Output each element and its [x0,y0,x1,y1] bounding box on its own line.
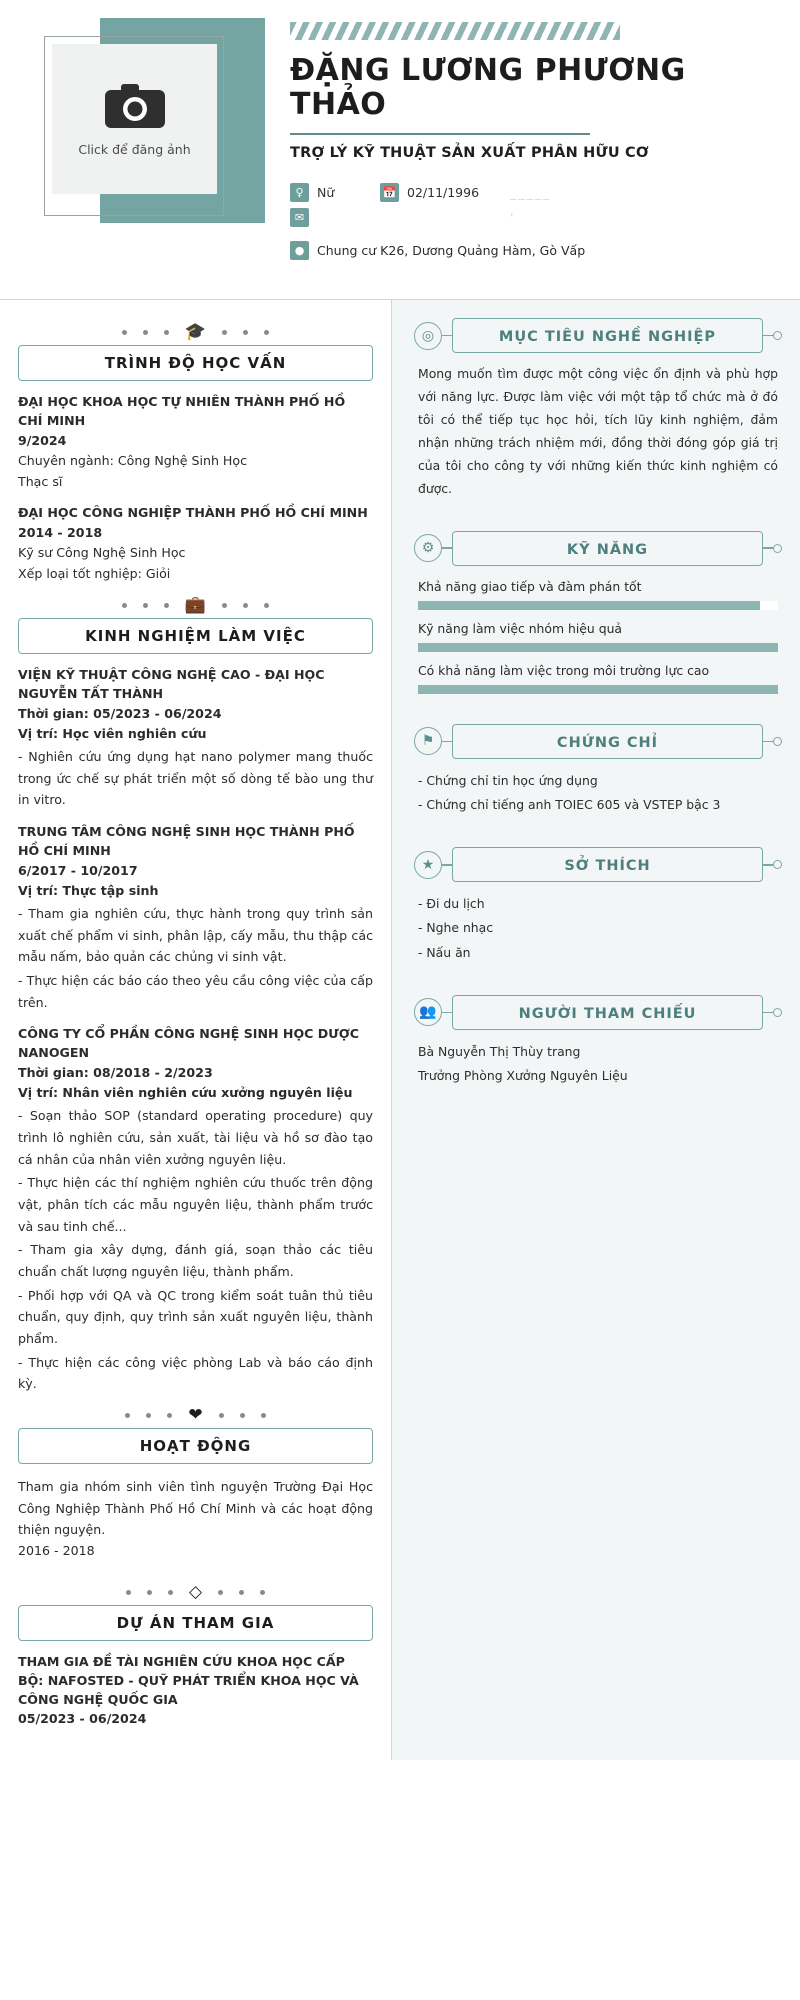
experience-entry [18,823,373,1013]
experience-position: Vị trí: Nhân viên nghiên cứu xưởng nguyên liệu [18,1085,353,1101]
star-icon: ★ [414,851,442,879]
pulse-icon: ❤ [188,1404,203,1425]
experience-entry [18,666,373,811]
education-org: ĐẠI HỌC CÔNG NGHIỆP THÀNH PHỐ HỒ CHÍ MINH [18,505,368,521]
education-icon-row [18,324,373,341]
dot [243,603,248,608]
contact-extra: ' [510,210,516,226]
project-date: 05/2023 - 06/2024 [18,1711,147,1727]
dot [167,1413,172,1418]
section-title: HOẠT ĐỘNG [139,1436,252,1455]
dot [164,603,169,608]
skill-bar [418,601,778,610]
gear-icon: ⚙ [414,534,442,562]
education-line: Chuyên ngành: Công Nghệ Sinh Học [18,452,248,468]
dot [219,1413,224,1418]
connector [442,1012,452,1014]
skill-bar-remainder [760,601,778,610]
experience-org: VIỆN KỸ THUẬT CÔNG NGHỆ CAO - ĐẠI HỌC NGUYỄN TẤT THÀNH [18,667,325,701]
skill-item [414,576,782,610]
calendar-icon: 📅 [380,183,399,202]
contact-email [290,208,380,227]
end-dot [773,1008,782,1017]
connector [763,547,773,549]
skill-label: Có khả năng làm việc trong môi trường lực cao [418,662,710,678]
contact-address-value: Chung cư K26, Dương Quảng Hàm, Gò Vấp [317,243,586,259]
briefcase-icon: 💼 [184,595,207,616]
decorative-stripes [290,22,620,40]
end-dot [773,737,782,746]
certificate-item: - Chứng chỉ tiếng anh TOIEC 605 và VSTEP bậc 3 [418,797,721,813]
dot [264,330,269,335]
connector [442,547,452,549]
target-icon: ◎ [414,322,442,350]
phone-icon: _____ [510,185,552,201]
section-activities-header [18,1428,373,1464]
section-title: KINH NGHIỆM LÀM VIỆC [85,627,306,646]
dot [243,330,248,335]
skill-label: Kỹ năng làm việc nhóm hiệu quả [418,620,623,636]
dot [261,1413,266,1418]
dot [126,1590,131,1595]
experience-org: CÔNG TY CỔ PHẦN CÔNG NGHỆ SINH HỌC DƯỢC NANOGEN [18,1026,360,1061]
education-line: Xếp loại tốt nghiệp: Giỏi [18,566,171,582]
objective-text: Mong muốn tìm được một công việc ổn định và phù hợp với năng lực. Được làm việc với một tập tổ chức mà ở đó tôi có thể tiếp tục học hỏi, tích lũy kinh nghiệm, đảm nhận những trách nhiệm mới, đồng thời đóng góp giá trị của tôi cho công ty với những kiến thức kinh nghiệm có được. [418,366,778,496]
section-experience-header [18,618,373,654]
experience-icon-row [18,597,373,614]
header-text-area [290,14,780,260]
section-skills-header [414,531,782,566]
resume-header [0,0,800,300]
dot [143,330,148,335]
skill-item [414,618,782,652]
people-icon: 👥 [414,998,442,1026]
section-title: CHỨNG CHỈ [556,734,659,751]
contact-grid [290,183,780,227]
dot [222,330,227,335]
hobby-item: - Đi du lịch [418,896,485,912]
dot [147,1590,152,1595]
email-icon: ✉ [290,208,309,227]
contact-address [290,241,780,260]
section-certificates-title-box [452,724,763,759]
section-skills-title-box [452,531,763,566]
section-title: DỰ ÁN THAM GIA [116,1613,275,1632]
dot [218,1590,223,1595]
dot [264,603,269,608]
photo-label: Click để đăng ảnh [78,141,191,157]
experience-bullet: - Tham gia nghiên cứu, thực hành trong quy trình sản xuất chế phẩm vi sinh, phân lập, cấy mẫu, thu thập các mẫu nấm, bảo quản các chủng vi sinh vật. [18,906,373,965]
connector [763,1012,773,1014]
section-title: SỞ THÍCH [564,858,651,875]
end-dot [773,860,782,869]
dot [122,603,127,608]
award-icon: ⚑ [414,727,442,755]
connector [442,864,452,866]
contact-gender [290,183,380,202]
experience-bullet: - Thực hiện các báo cáo theo yêu cầu công việc của cấp trên. [18,973,373,1010]
connector [763,741,773,743]
education-date: 2014 - 2018 [18,525,103,541]
left-column [0,300,392,1760]
section-title: NGƯỜI THAM CHIẾU [518,1005,697,1022]
section-title: TRÌNH ĐỘ HỌC VẤN [104,354,287,372]
dot [168,1590,173,1595]
certificate-item: - Chứng chỉ tin học ứng dụng [418,772,598,788]
section-references-header [414,995,782,1030]
layers-icon: ◇ [188,1581,203,1602]
experience-bullet: - Tham gia xây dựng, đánh giá, soạn thảo các tiêu chuẩn chất lượng nguyên liệu, thành phẩm. [18,1242,373,1280]
section-education-header [18,345,373,381]
section-hobbies-header [414,847,782,882]
camera-icon [103,82,167,130]
section-objective-header [414,318,782,353]
candidate-job-title: TRỢ LÝ KỸ THUẬT SẢN XUẤT PHÂN HỮU CƠ [290,145,649,162]
dot [240,1413,245,1418]
connector [442,741,452,743]
activities-date: 2016 - 2018 [18,1542,95,1558]
section-projects-header [18,1605,373,1641]
activities-icon-row [18,1404,373,1425]
activities-text: Tham gia nhóm sinh viên tình nguyện Trường Đại Học Công Nghiệp Thành Phố Hồ Chí Minh và các hoạt động thiện nguyện. [18,1478,373,1538]
dot [164,330,169,335]
connector [442,335,452,337]
skill-bar [418,685,778,694]
end-dot [773,544,782,553]
skill-bar [418,643,778,652]
hobby-item: - Nghe nhạc [418,920,494,936]
experience-bullet: - Phối hợp với QA và QC trong kiểm soát tuân thủ tiêu chuẩn, quy định, quy trình sản xuất nguyên liệu, thành phẩm. [18,1287,373,1347]
connector [763,335,773,337]
contact-phone [510,185,780,200]
name-divider [290,133,590,135]
project-org: THAM GIA ĐỀ TÀI NGHIÊN CỨU KHOA HỌC CẤP BỘ: NAFOSTED - QUỸ PHÁT TRIỂN KHOA HỌC VÀ CÔNG NGHỆ QUỐC GIA [18,1653,359,1707]
experience-time: Thời gian: 05/2023 - 06/2024 [18,705,222,721]
section-objective-title-box [452,318,763,353]
experience-bullet: - Thực hiện các thí nghiệm nghiên cứu thuốc trên động vật, phân tích các mẫu nguyên liệu, thành phẩm trước và sau tinh chế... [18,1175,373,1234]
photo-placeholder[interactable] [52,44,217,194]
section-references-title-box [452,995,763,1030]
reference-item: Bà Nguyễn Thị Thùy trang [418,1043,581,1059]
resume-body [0,300,800,1760]
gender-icon: ♀ [290,183,309,202]
dot [222,603,227,608]
experience-time: Thời gian: 08/2018 - 2/2023 [18,1065,213,1081]
education-date: 9/2024 [18,432,67,448]
education-org: ĐẠI HỌC KHOA HỌC TỰ NHIÊN THÀNH PHỐ HỒ CHÍ MINH [18,394,346,428]
dot [122,330,127,335]
contact-birthday [380,183,510,202]
skill-label: Khả năng giao tiếp và đàm phán tốt [418,578,642,594]
reference-item: Trưởng Phòng Xưởng Nguyên Liệu [418,1067,628,1083]
end-dot [773,331,782,340]
education-entry [18,504,373,585]
experience-bullet: - Thực hiện các công việc phòng Lab và báo cáo định kỳ. [18,1354,373,1392]
experience-entry [18,1025,373,1395]
dot [125,1413,130,1418]
dot [143,603,148,608]
section-hobbies-title-box [452,847,763,882]
dot [239,1590,244,1595]
photo-upload-area[interactable] [30,14,270,229]
candidate-name: ĐẶNG LƯƠNG PHƯƠNG THẢO [290,53,686,122]
education-entry [18,393,373,492]
education-line: Thạc sĩ [18,473,63,489]
experience-position: Vị trí: Thực tập sinh [18,882,159,898]
experience-org: TRUNG TÂM CÔNG NGHỆ SINH HỌC THÀNH PHỐ HỒ CHÍ MINH [18,824,355,858]
experience-time: 6/2017 - 10/2017 [18,862,138,878]
section-title: MỤC TIÊU NGHỀ NGHIỆP [498,329,717,345]
hobby-item: - Nấu ăn [418,944,471,960]
projects-icon-row [18,1581,373,1602]
skill-item [414,660,782,694]
location-icon: ● [290,241,309,260]
right-column [392,300,800,1760]
experience-bullet: - Nghiên cứu ứng dụng hạt nano polymer mang thuốc trong ức chế sự phát triển một số dòng tế bào ung thư in vitro. [18,749,373,808]
experience-position: Vị trí: Học viên nghiên cứu [18,725,207,741]
dot [260,1590,265,1595]
section-certificates-header [414,724,782,759]
education-line: Kỹ sư Công Nghệ Sinh Học [18,545,186,561]
contact-gender-value: Nữ [317,185,335,201]
dot [146,1413,151,1418]
contact-birthday-value: 02/11/1996 [407,185,480,201]
experience-bullet: - Soạn thảo SOP (standard operating procedure) quy trình lô nghiên cứu, sản xuất, tài liệu và hồ sơ đào tạo cá nhân của nhân viên xưởng nguyên liệu. [18,1108,373,1167]
connector [763,864,773,866]
section-title: KỸ NĂNG [566,541,649,558]
graduation-cap-icon: 🎓 [184,322,207,342]
